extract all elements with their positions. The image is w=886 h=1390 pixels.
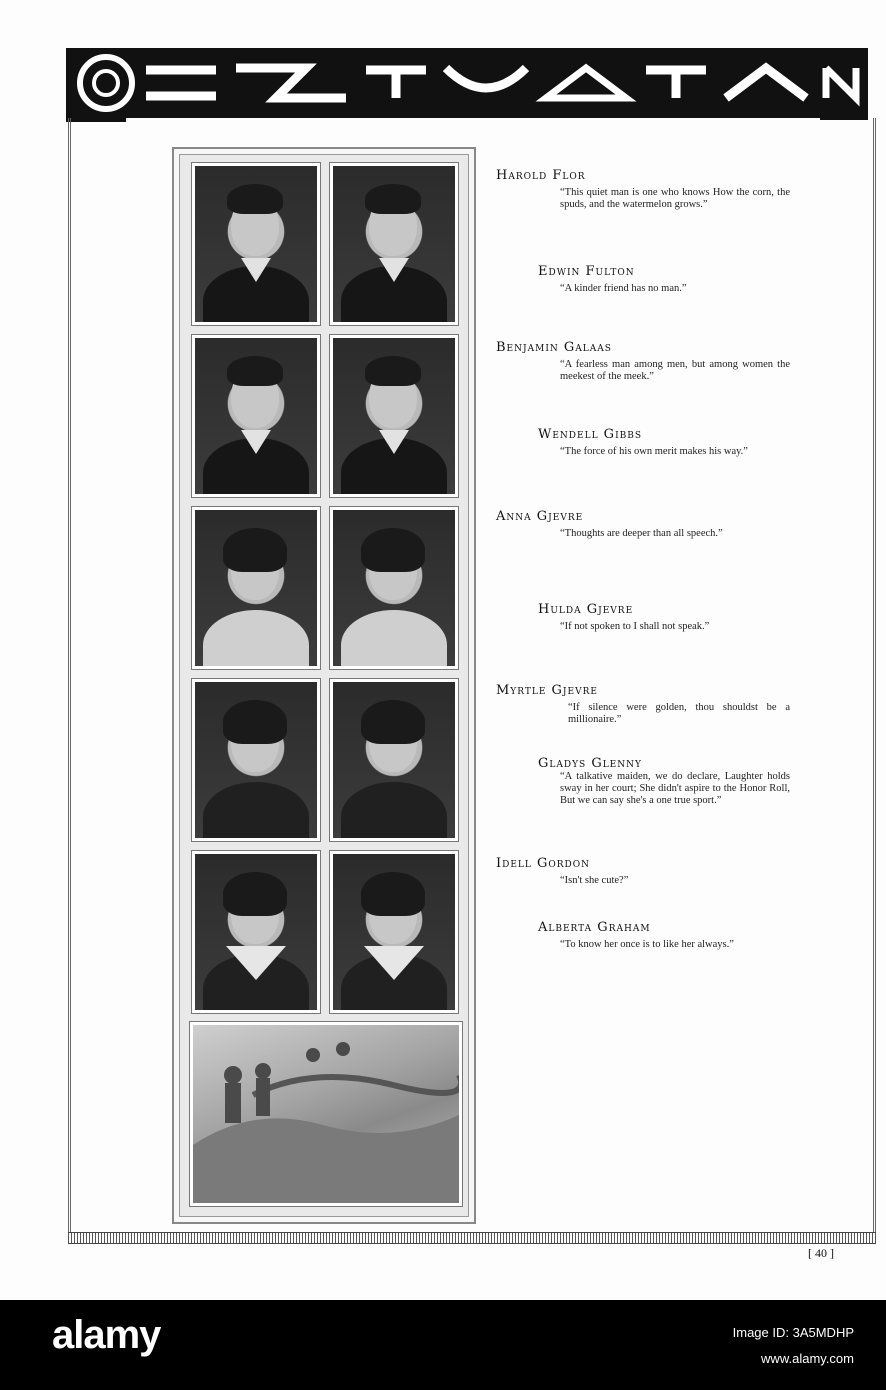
person-quote: “The force of his own merit makes his way.” xyxy=(560,446,748,457)
person-name: Alberta Graham xyxy=(538,920,651,935)
image-id-label: Image ID: 3A5MDHP xyxy=(732,1325,854,1340)
entry-idell-gordon xyxy=(496,856,790,887)
entry-anna-gjevre xyxy=(496,509,760,540)
site-url: www.alamy.com xyxy=(761,1351,854,1366)
entry-wendell-gibbs xyxy=(538,427,790,458)
footer-info xyxy=(630,1320,854,1372)
portrait-photo xyxy=(330,679,458,841)
footer-logo: alamy xyxy=(52,1313,161,1357)
entry-harold-flor xyxy=(496,168,790,211)
person-quote: “Thoughts are deeper than all speech.” xyxy=(560,528,723,539)
decorative-illustration xyxy=(190,1022,462,1206)
person-quote: “To know her once is to like her always.” xyxy=(560,939,734,950)
person-name: Anna Gjevre xyxy=(496,509,584,524)
portrait-photo xyxy=(330,335,458,497)
entry-edwin-fulton xyxy=(538,264,790,295)
person-name: Benjamin Galaas xyxy=(496,340,612,355)
person-quote: “If silence were golden, thou shouldst be a millionaire.” xyxy=(568,702,790,725)
entry-alberta-graham xyxy=(538,920,790,951)
portrait-photo xyxy=(192,163,320,325)
portrait-photo xyxy=(330,507,458,669)
entry-benjamin-galaas xyxy=(496,340,790,383)
entry-hulda-gjevre xyxy=(538,602,792,633)
person-quote: “Isn't she cute?” xyxy=(560,875,629,886)
person-name: Edwin Fulton xyxy=(538,264,635,279)
portrait-photo xyxy=(192,679,320,841)
portrait-column xyxy=(172,147,476,1224)
portrait-photo xyxy=(192,507,320,669)
decorative-header-banner xyxy=(66,48,868,118)
person-name: Wendell Gibbs xyxy=(538,427,643,442)
person-name: Gladys Glenny xyxy=(538,756,642,771)
person-name: Hulda Gjevre xyxy=(538,602,634,617)
portrait-photo xyxy=(192,335,320,497)
person-quote: “This quiet man is one who knows How the corn, the spuds, and the watermelon grows.” xyxy=(560,187,790,210)
person-name: Harold Flor xyxy=(496,168,586,183)
person-quote: “A fearless man among men, but among women the meekest of the meek.” xyxy=(560,359,790,382)
person-name: Idell Gordon xyxy=(496,856,591,871)
bottom-ornamental-rule xyxy=(68,1232,876,1244)
portrait-photo xyxy=(330,163,458,325)
person-name: Myrtle Gjevre xyxy=(496,683,598,698)
person-quote: “A kinder friend has no man.” xyxy=(560,283,687,294)
portrait-photo xyxy=(192,851,320,1013)
person-quote: “A talkative maiden, we do declare, Laughter holds sway in her court; She didn't aspire to the Honor Roll, But we can say she's a one true sport.” xyxy=(560,771,790,806)
portrait-photo xyxy=(330,851,458,1013)
entry-gladys-glenny xyxy=(538,756,790,807)
person-quote: “If not spoken to I shall not speak.” xyxy=(560,621,710,632)
page-number: [ 40 ] xyxy=(808,1246,834,1260)
entry-myrtle-gjevre xyxy=(496,683,790,726)
